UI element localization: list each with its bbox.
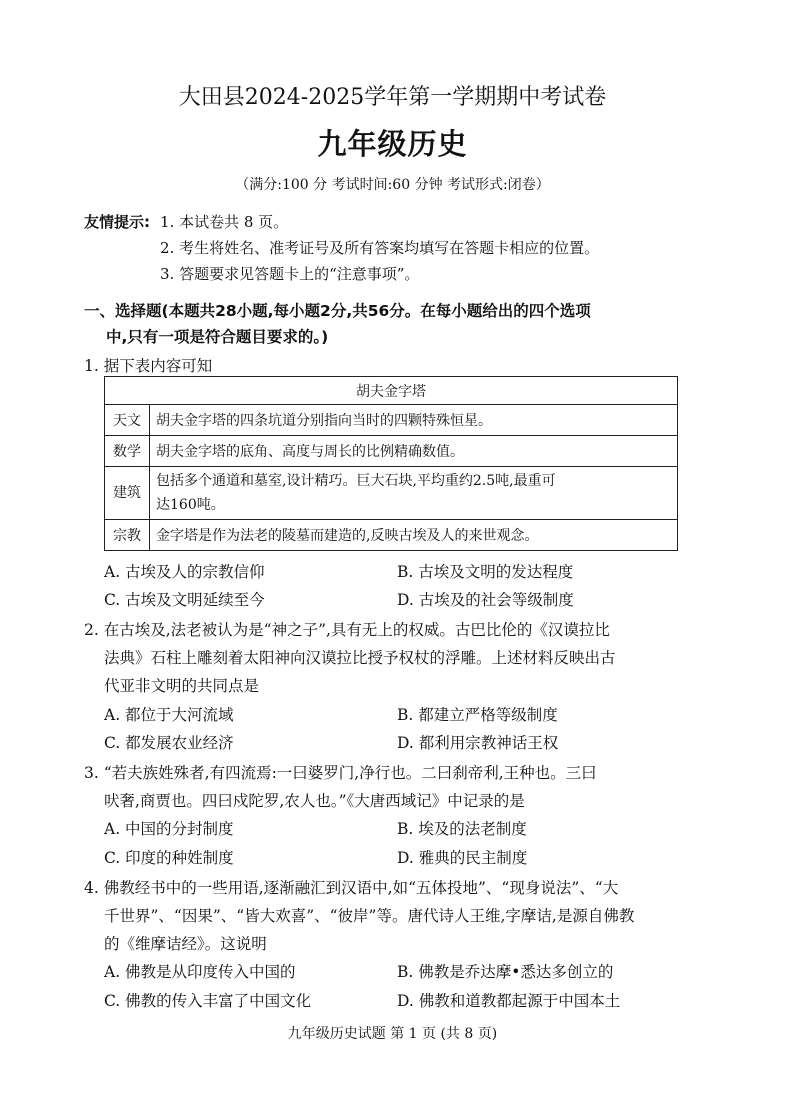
question-2-option-b: B. 都建立严格等级制度 [397,706,558,724]
table-row-value: 胡夫金字塔的四条坑道分别指向当时的四颗特殊恒星。 [150,405,678,436]
question-2-option-d: D. 都利用宗教神话王权 [397,734,559,752]
table-row-value: 胡夫金字塔的底角、高度与周长的比例精确数值。 [150,436,678,467]
table-row [105,520,678,551]
question-3-option-a: A. 中国的分封制度 [104,820,234,838]
exam-meta: （满分:100 分 考试时间:60 分钟 考试形式:闭卷） [235,177,550,193]
pyramid-table [104,376,678,551]
question-3-option-c: C. 印度的种姓制度 [104,849,234,867]
table-title: 胡夫金字塔 [105,377,678,405]
table-row [105,467,678,520]
tips-label: 友情提示: [84,213,150,231]
question-4-option-a: A. 佛教是从印度传入中国的 [104,963,296,981]
subject-title: 九年级历史 [317,127,468,161]
tip-item: 2. 考生将姓名、准考证号及所有答案均填写在答题卡相应的位置。 [160,239,600,257]
question-4-option-b: B. 佛教是乔达摩•悉达多创立的 [397,963,614,981]
table-row [105,436,678,467]
question-3-stem-line: 吠奢,商贾也。四曰戍陀罗,农人也。”《大唐西域记》中记录的是 [104,792,525,810]
question-1-option-a: A. 古埃及人的宗教信仰 [104,563,265,581]
question-1-option-d: D. 古埃及的社会等级制度 [397,591,574,609]
table-row-value: 金字塔是作为法老的陵墓而建造的,反映古埃及人的来世观念。 [150,520,678,551]
page-footer: 九年级历史试题 第 1 页 (共 8 页) [287,1026,498,1042]
question-4-option-d: D. 佛教和道教都起源于中国本土 [397,992,621,1010]
question-2-option-a: A. 都位于大河流域 [104,706,234,724]
question-2-stem-line: 2. 在古埃及,法老被认为是“神之子”,具有无上的权威。古巴比伦的《汉谟拉比 [84,621,610,639]
table-row-value-line: 包括多个通道和墓室,设计精巧。巨大石块,平均重约2.5吨,最重可 [156,473,556,489]
table-row-key: 宗教 [105,520,150,551]
tip-item: 1. 本试卷共 8 页。 [160,213,289,231]
question-1-option-c: C. 古埃及文明延续至今 [104,591,265,609]
table-row-value-line: 达160吨。 [156,497,225,513]
table-row-value [150,467,678,520]
question-4-option-c: C. 佛教的传入丰富了中国文化 [104,992,312,1010]
table-row-key: 数学 [105,436,150,467]
question-2-option-c: C. 都发展农业经济 [104,734,234,752]
section-heading-line1: 一、选择题(本题共28小题,每小题2分,共56分。在每小题给出的四个选项 [84,302,591,320]
question-3-option-d: D. 雅典的民主制度 [397,849,528,867]
section-heading-line2: 中,只有一项是符合题目要求的。) [106,328,329,346]
question-3-stem-line: 3. “若夫族姓殊者,有四流焉:一曰婆罗门,净行也。二曰刹帝利,王种也。三曰 [84,764,597,782]
question-4-stem-line: 千世界”、“因果”、“皆大欢喜”、“彼岸”等。唐代诗人王维,字摩诘,是源自佛教 [104,907,635,925]
question-1-option-b: B. 古埃及文明的发达程度 [397,563,574,581]
table-row-key: 天文 [105,405,150,436]
question-2-stem-line: 代亚非文明的共同点是 [104,677,260,695]
tip-item: 3. 答题要求见答题卡上的“注意事项”。 [160,265,420,283]
question-3-option-b: B. 埃及的法老制度 [397,820,527,838]
table-row-key: 建筑 [105,467,150,520]
question-4-stem-line: 的《维摩诘经》。这说明 [104,935,267,953]
question-4-stem-line: 4. 佛教经书中的一些用语,逐渐融汇到汉语中,如“五体投地”、“现身说法”、“大 [84,879,619,897]
question-2-stem-line: 法典》石柱上雕刻着太阳神向汉谟拉比授予权杖的浮雕。上述材料反映出古 [104,649,616,667]
question-1-stem: 1. 据下表内容可知 [84,357,213,375]
exam-title: 大田县2024-2025学年第一学期期中考试卷 [178,85,607,110]
table-row [105,405,678,436]
